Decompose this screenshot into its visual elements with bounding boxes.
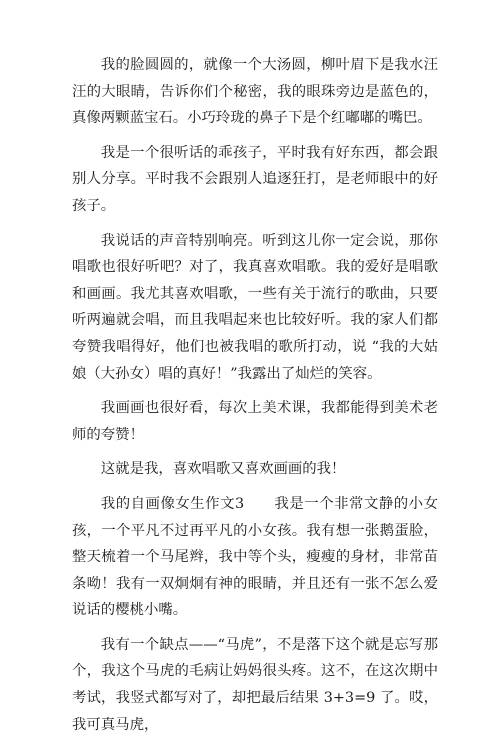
paragraph-singing: 我说话的声音特别响亮。听到这儿你一定会说，那你唱歌也很好听吧？对了，我真喜欢唱歌。我的爱好是唱歌和画画。我尤其喜欢唱歌，一些有关于流行的歌曲，只要听两遍就会唱，而且我唱起来也比较好听。我的家人们都夸赞我唱得好，他们也被我唱的歌所打动，说 “我的大姑娘（大孙女）唱的真好！”我露出了灿烂的笑容。 <box>72 232 438 382</box>
paragraph-essay-3: 我的自画像女生作文3 我是一个非常文静的小女孩，一个平凡不过再平凡的小女孩。我有想一张鹅蛋脸，整天梳着一个马尾辫，我中等个头，瘦瘦的身材，非常苗条呦！我有一双炯炯有神的眼睛，并且还有一张不怎么爱说话的樱桃小嘴。 <box>72 495 438 619</box>
paragraph-good-child: 我是一个很听话的乖孩子，平时我有好东西，都会跟别人分享。平时我不会跟别人追逐狂打，是老师眼中的好孩子。 <box>72 144 438 214</box>
paragraph-careless: 我有一个缺点——“马虎”，不是落下这个就是忘写那个，我这个马虎的毛病让妈妈很头疼。这不，在这次期中考试，我竖式都写对了，却把最后结果 3+3=9 了。哎，我可真马虎， <box>72 636 438 733</box>
paragraph-drawing: 我画画也很好看，每次上美术课，我都能得到美术老师的夸赞！ <box>72 400 438 443</box>
paragraph-appearance: 我的脸圆圆的，就像一个大汤圆，柳叶眉下是我水汪汪的大眼睛，告诉你们个秘密，我的眼珠旁边是蓝色的，真像两颗蓝宝石。小巧玲珑的鼻子下是个红嘟嘟的嘴巴。 <box>72 57 438 127</box>
document-page <box>72 52 438 738</box>
paragraph-summary: 这就是我，喜欢唱歌又喜欢画画的我！ <box>100 461 346 478</box>
